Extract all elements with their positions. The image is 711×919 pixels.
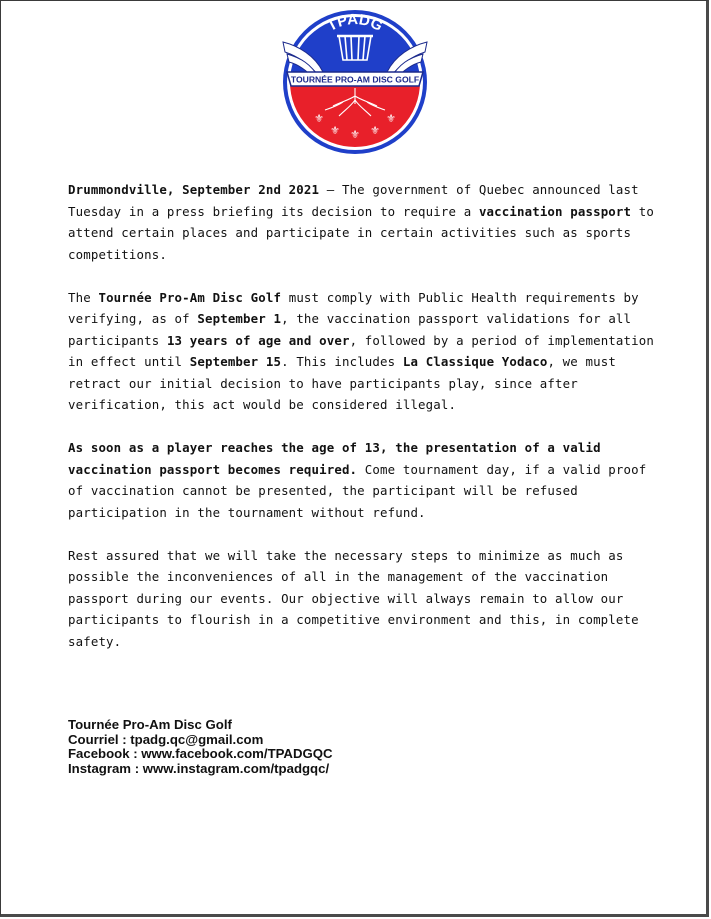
bold-text-run: La Classique Yodaco bbox=[402, 354, 548, 369]
press-release-body bbox=[68, 179, 658, 674]
text-run: Come tournament day, if a valid proof of vaccination cannot be presented, the participant will be refused participation in the tournament without refund. bbox=[68, 461, 647, 520]
footer-email: Courriel : tpadg.qc@gmail.com bbox=[68, 731, 264, 747]
text-run: , followed by a period of implementation in effect until bbox=[68, 332, 654, 369]
svg-text:⚜: ⚜ bbox=[386, 112, 396, 125]
svg-text:⚜: ⚜ bbox=[330, 124, 340, 137]
text-run: . This includes bbox=[281, 354, 403, 369]
body-paragraph bbox=[68, 545, 658, 653]
text-run: to attend certain places and participate in certain activities such as sports competitions. bbox=[68, 203, 654, 262]
contact-footer bbox=[68, 718, 333, 776]
bold-text-run: Tournée Pro-Am Disc Golf bbox=[98, 289, 282, 305]
logo-title-text: TPADG bbox=[324, 10, 386, 35]
footer-org-name: Tournée Pro-Am Disc Golf bbox=[68, 717, 232, 732]
text-run: Rest assured that we will take the necessary steps to minimize as much as possible the inconveniences of all in the management of the vaccination passport during our events. Our objective will always remain to allow our participants to flourish in a competitive environment and this, in complete safety. bbox=[68, 547, 639, 649]
body-paragraph bbox=[68, 437, 658, 523]
text-run: The bbox=[68, 289, 99, 305]
bold-text-run: vaccination passport bbox=[478, 203, 632, 219]
bold-text-run: 13 years of age and over bbox=[166, 332, 350, 348]
bold-text-run: As soon as a player reaches the age of 13, the presentation of a valid vaccination passport becomes required. bbox=[68, 440, 601, 477]
body-paragraph bbox=[68, 179, 658, 265]
bold-text-run: September 1 bbox=[197, 311, 282, 326]
footer-instagram: Instagram : www.instagram.com/tpadgqc/ bbox=[68, 760, 330, 776]
text-run: , we must retract our initial decision to have participants play, since after verification, this act would be considered illegal. bbox=[68, 354, 616, 412]
tpadg-logo bbox=[279, 6, 431, 156]
text-run: , the vaccination passport validations for all participants bbox=[68, 311, 632, 348]
bold-text-run: Drummondville, September 2nd 2021 bbox=[68, 182, 320, 197]
text-run: must comply with Public Health requirements by verifying, as of bbox=[68, 289, 639, 326]
text-run: – The government of Quebec announced last Tuesday in a press briefing its decision to require a bbox=[68, 182, 639, 219]
bold-text-run: September 15 bbox=[189, 354, 282, 369]
footer-facebook: Facebook : www.facebook.com/TPADGQC bbox=[68, 746, 333, 762]
body-paragraph bbox=[68, 287, 658, 416]
basket-icon bbox=[337, 36, 373, 60]
svg-text:⚜: ⚜ bbox=[350, 128, 360, 141]
logo-banner-text: TOURNÉE PRO-AM DISC GOLF bbox=[290, 74, 420, 85]
svg-text:⚜: ⚜ bbox=[370, 124, 380, 137]
svg-text:⚜: ⚜ bbox=[314, 112, 324, 125]
